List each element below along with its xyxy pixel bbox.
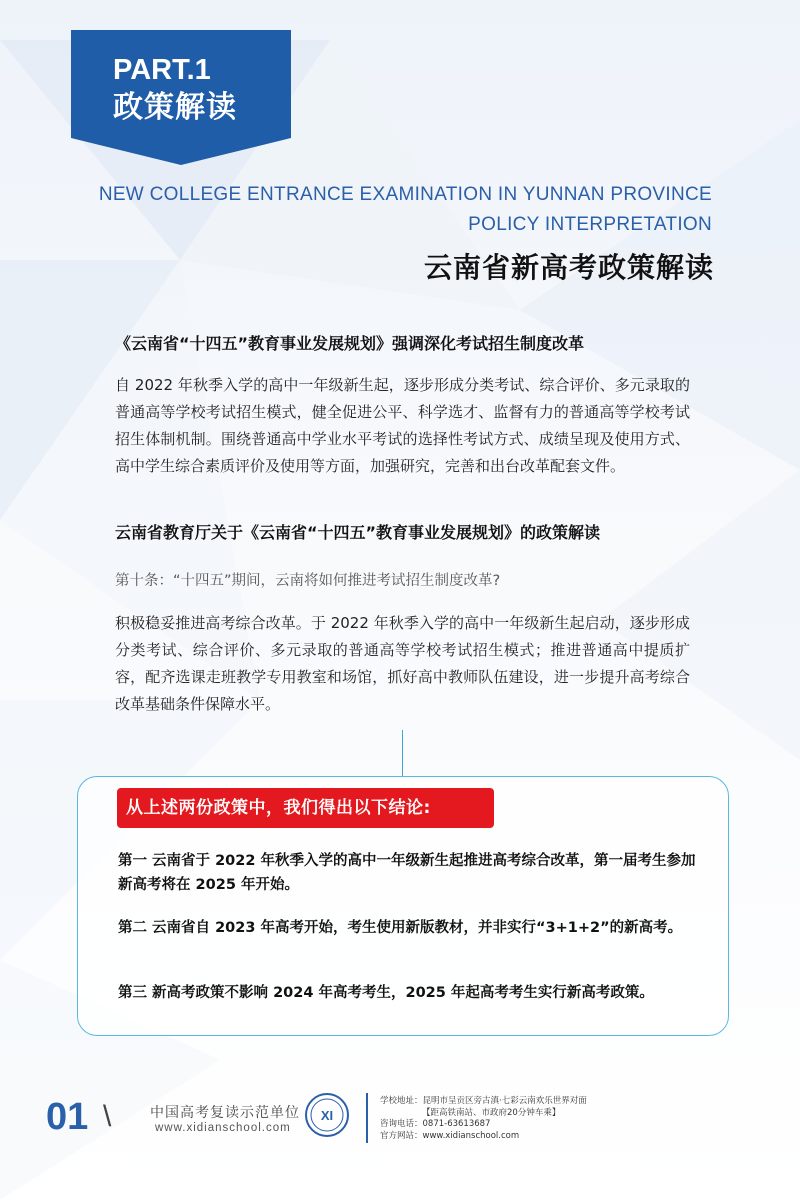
section-1-heading: 《云南省“十四五”教育事业发展规划》强调深化考试招生制度改革: [115, 334, 585, 353]
article-question: 第十条：“十四五”期间，云南将如何推进考试招生制度改革?: [115, 573, 501, 589]
connector-line: [402, 730, 403, 776]
conclusion-item: 第一 云南省于 2022 年秋季入学的高中一年级新生起推进高考综合改革，第一届考生参加新高考将在 2025 年开始。: [118, 853, 696, 893]
conclusion-tag: 从上述两份政策中，我们得出以下结论:: [117, 788, 494, 828]
section-2-body: 积极稳妥推进高考综合改革。于 2022 年秋季入学的高中一年级新生起启动，逐步形成分类考试、综合评价、多元录取的普通高等学校考试招生模式；推进普通高中提质扩容，配齐选课走班教学专用教室和场馆，抓好高中教师队伍建设，进一步提升高考综合改革基础条件保障水平。: [115, 614, 690, 713]
part-number: PART.1: [113, 54, 211, 86]
english-title-line-1: NEW COLLEGE ENTRANCE EXAMINATION IN YUNNAN PROVINCE: [98, 184, 712, 205]
footer-address: 学校地址：昆明市呈贡区旁古滇·七彩云南欢乐世界对面: [380, 1096, 587, 1106]
conclusion-item: 第二 云南省自 2023 年高考开始，考生使用新版教材，并非实行“3+1+2”的新高考。: [118, 920, 683, 936]
section-2-heading: 云南省教育厅关于《云南省“十四五”教育事业发展规划》的政策解读: [115, 523, 601, 542]
english-title-line-2: POLICY INTERPRETATION: [468, 214, 712, 235]
footer-organization: 中国高考复读示范单位: [150, 1105, 300, 1121]
footer-url: www.xidianschool.com: [155, 1122, 291, 1134]
logo-lettering: XI: [320, 1108, 334, 1123]
school-logo-icon: [305, 1093, 349, 1137]
chinese-title: 云南省新高考政策解读: [423, 251, 714, 284]
footer-divider: [366, 1093, 368, 1143]
part-subtitle: 政策解读: [113, 90, 237, 125]
part-banner: [71, 30, 291, 165]
footer-contact-info: [380, 1096, 587, 1142]
footer-phone: 咨询电话：0871-63613687: [380, 1119, 491, 1129]
conclusion-item: 第三 新高考政策不影响 2024 年高考考生，2025 年起高考考生实行新高考政策。: [118, 985, 654, 1001]
footer-website: 官方网站：www.xidianschool.com: [380, 1130, 520, 1141]
english-title: [72, 180, 712, 240]
footer-slash: \: [103, 1100, 112, 1133]
section-1-body: 自 2022 年秋季入学的高中一年级新生起，逐步形成分类考试、综合评价、多元录取的普通高等学校考试招生模式，健全促进公平、科学选才、监督有力的普通高等学校考试招生体制机制。围绕普通高中学业水平考试的选择性考试方式、成绩呈现及使用方式、高中学生综合素质评价及使用等方面，加强研究，完善和出台改革配套文件。: [115, 376, 690, 475]
footer-address-note: 【距高铁南站、市政府20分钟车乘】: [422, 1107, 561, 1118]
page-number: 01: [46, 1096, 89, 1138]
